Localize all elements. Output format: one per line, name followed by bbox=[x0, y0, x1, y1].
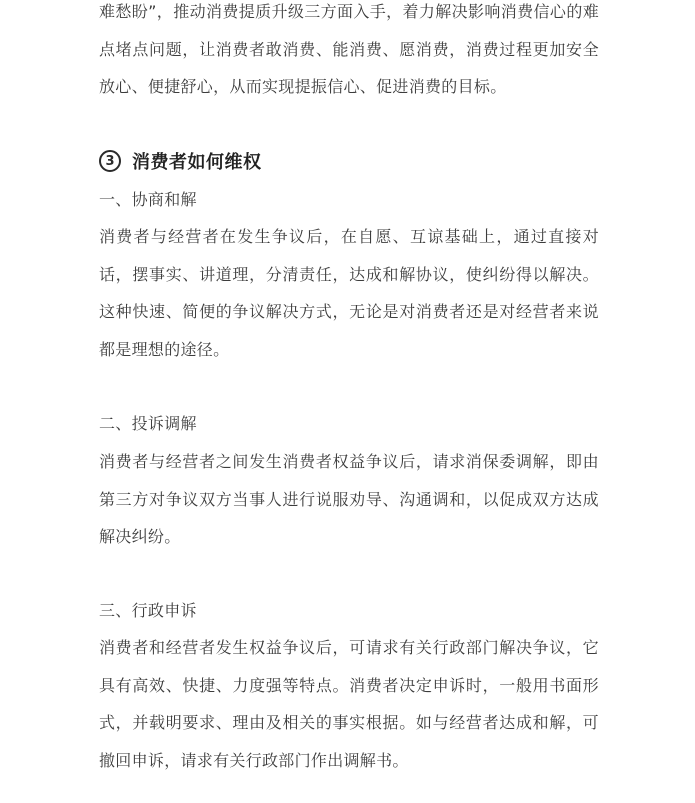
method-paragraph: 消费者和经营者发生权益争议后，可请求有关行政部门解决争议，它具有高效、快捷、力度强等特点。消费者决定申诉时，一般用书面形式，并载明要求、理由及相关的事实根据。如与经营者达成和解，可撤回申诉，请求有关行政部门作出调解书。 bbox=[99, 638, 599, 770]
section-heading bbox=[99, 146, 262, 176]
method-body-administrative-appeal bbox=[99, 629, 599, 779]
method-title-negotiation: 一、协商和解 bbox=[99, 190, 197, 209]
method-body-negotiation bbox=[99, 218, 599, 368]
method-title-administrative-appeal: 三、行政申诉 bbox=[99, 601, 197, 620]
section-number-badge: 3 bbox=[99, 150, 121, 172]
method-title-complaint-mediation: 二、投诉调解 bbox=[99, 414, 197, 433]
intro-paragraph: 难愁盼”，推动消费提质升级三方面入手，着力解决影响消费信心的难点堵点问题，让消费者敢消费、能消费、愿消费，消费过程更加安全放心、便捷舒心，从而实现提振信心、促进消费的目标。 bbox=[99, 2, 599, 96]
method-paragraph: 消费者与经营者之间发生消费者权益争议后，请求消保委调解，即由第三方对争议双方当事人进行说服劝导、沟通调和，以促成双方达成解决纠纷。 bbox=[99, 452, 599, 546]
section-title: 消费者如何维权 bbox=[132, 152, 262, 173]
method-paragraph: 消费者与经营者在发生争议后，在自愿、互谅基础上，通过直接对话，摆事实、讲道理，分清责任，达成和解协议，使纠纷得以解决。这种快速、简便的争议解决方式，无论是对消费者还是对经营者来说都是理想的途径。 bbox=[99, 227, 599, 359]
method-body-complaint-mediation bbox=[99, 443, 599, 556]
